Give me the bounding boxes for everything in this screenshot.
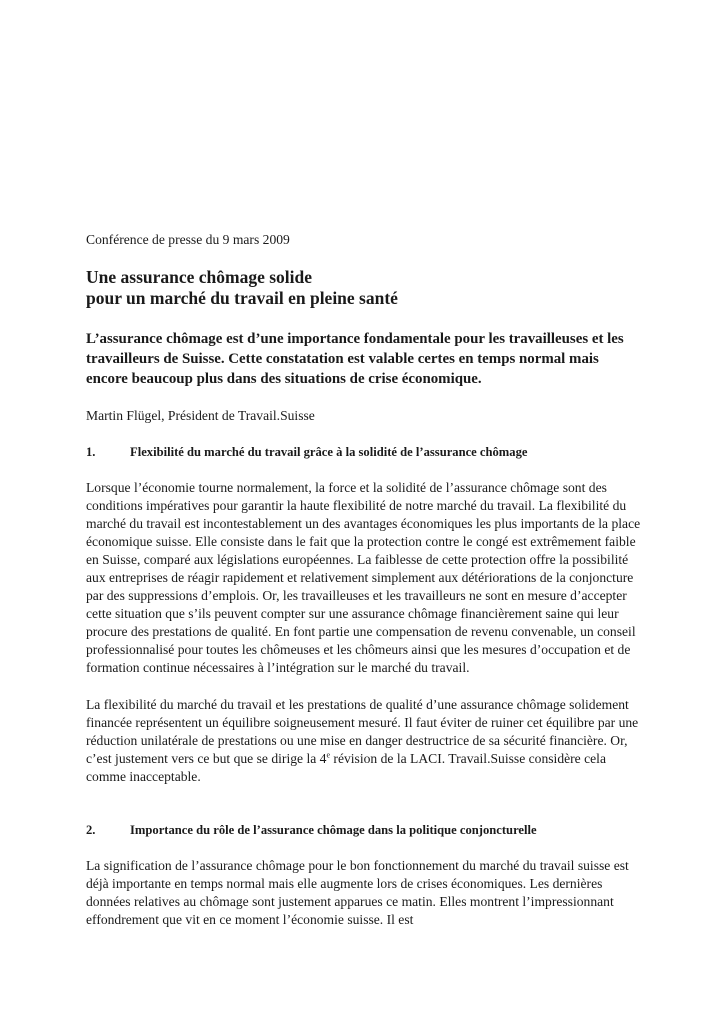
section-heading-text: Flexibilité du marché du travail grâce à la solidité de l’assurance chômage xyxy=(130,445,528,459)
section-2-paragraph-1: La signification de l’assurance chômage pour le bon fonctionnement du marché du travail suisse est déjà importante en temps normal mais elle augmente lors de crises économiques. Les dernières données relatives au chômage sont justement apparues ce matin. Elles montrent l’impressionnant effondrement que vit en ce moment l’économie suisse. Il est xyxy=(86,858,629,927)
document-title xyxy=(86,267,642,309)
title-line-2: pour un marché du travail en pleine santé xyxy=(86,288,398,308)
document-content xyxy=(86,231,642,948)
ordinal-superscript: e xyxy=(326,750,331,760)
lead-paragraph: L’assurance chômage est d’une importance fondamentale pour les travailleuses et les travailleurs de Suisse. Cette constatation est valable certes en temps normal mais encore beaucoup plus dans des situations de crise économique. xyxy=(86,331,624,387)
section-heading-text: Importance du rôle de l’assurance chômage dans la politique conjoncturelle xyxy=(130,823,537,837)
section-number: 2. xyxy=(86,823,96,837)
section-heading-1 xyxy=(86,443,642,461)
title-line-1: Une assurance chômage solide xyxy=(86,267,313,287)
paragraph-text-part: révision de la LACI. Travail.Suisse considère cela comme inacceptable. xyxy=(86,751,606,784)
section-1-paragraph-2 xyxy=(86,696,642,786)
section-1-paragraph-1: Lorsque l’économie tourne normalement, la force et la solidité de l’assurance chômage sont des conditions impératives pour garantir la haute flexibilité de notre marché du travail. La flexibilité du marché du travail est incontestablement un des avantages économiques les plus importants de la place économique suisse. Elle consiste dans le fait que la protection contre le congé est extrêmement faible en Suisse, comparé aux législations européennes. La faiblesse de cette protection offre la possibilité aux entreprises de réagir rapidement et relativement simplement aux détériorations de la conjoncture par des suppressions d’emplois. Or, les travailleuses et les travailleurs ne sont en mesure d’accepter cette situation que s’ils peuvent compter sur une assurance chômage financièrement saine qui leur procure des prestations de qualité. En font partie une compensation de revenu convenable, un conseil professionnalisé pour toutes les chômeuses et les chômeurs ainsi que les mesures d’occupation et de formation continue nécessaires à l’intégration sur le marché du travail. xyxy=(86,480,641,675)
section-number: 1. xyxy=(86,445,96,459)
press-conference-dateline: Conférence de presse du 9 mars 2009 xyxy=(86,232,290,247)
paragraph-text-part: La flexibilité du marché du travail et les prestations de qualité d’une assurance chômage solidement financée représentent un équilibre soigneusement mesuré. Il faut éviter de ruiner cet équilibre par une réduction unilatérale de prestations ou une mise en danger destructrice de sa sécurité financière. Or, c’est justement vers ce but que se dirige la 4 xyxy=(86,697,639,766)
spacer xyxy=(86,805,642,821)
section-heading-2 xyxy=(86,821,642,839)
author-line: Martin Flügel, Président de Travail.Suisse xyxy=(86,408,315,423)
